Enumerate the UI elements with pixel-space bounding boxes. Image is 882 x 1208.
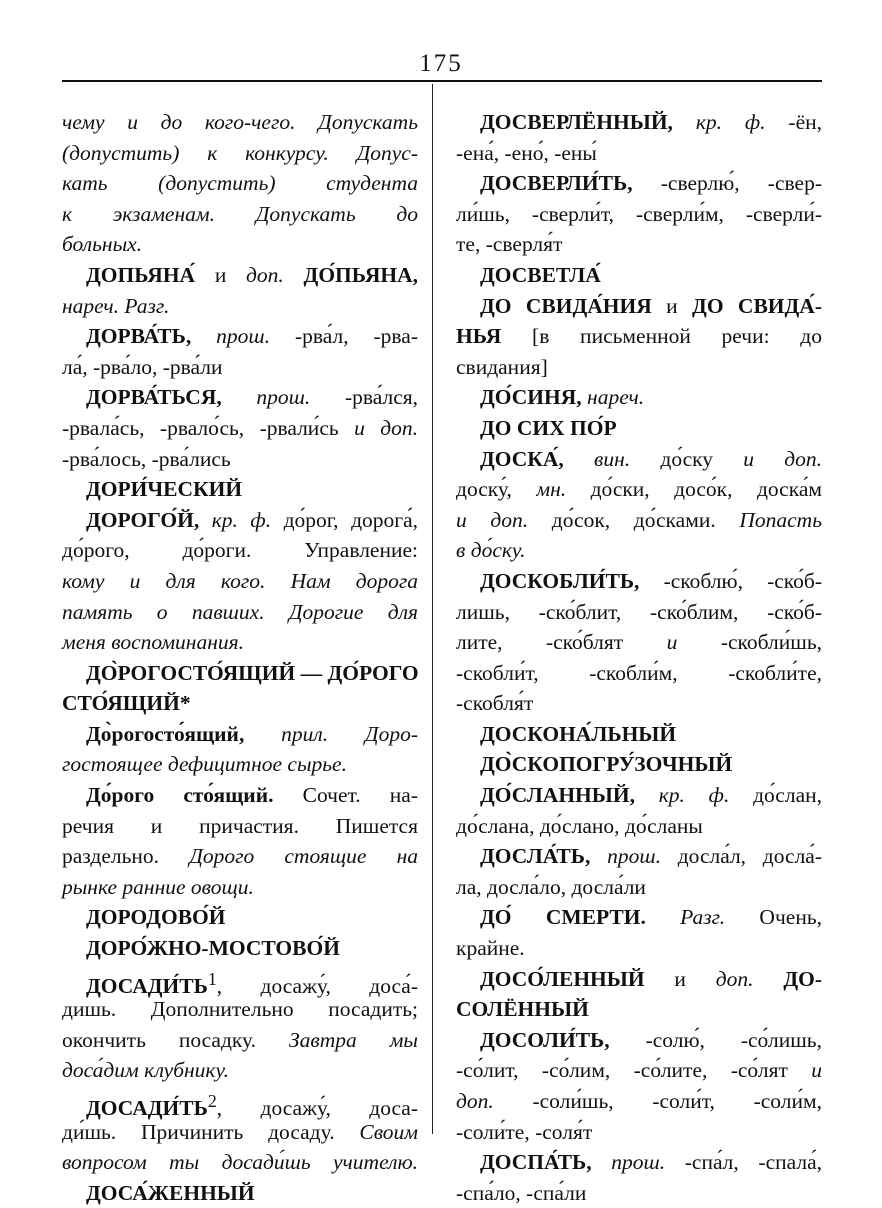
text-run: до́рог, дорога́, [271,507,418,532]
text-run: до́ску [630,446,744,471]
text-line [62,780,418,811]
italic-text: кому и для кого. Нам дорога [62,568,418,593]
headword: ДОРИ́ЧЕСКИЙ [86,477,243,502]
text-run: -рва́лся, [310,385,418,410]
text-line [456,719,822,750]
headword: ДОСВЕРЛЁННЫЙ, [480,110,673,134]
text-line [62,291,418,322]
italic-text: нареч. [587,385,645,410]
italic-text: и доп. [456,507,529,532]
text-run: речия и причастия. Пишется [62,813,418,838]
text-line [456,780,822,811]
text-line [62,994,418,1025]
italic-text: Разг. [680,905,726,930]
text-run: до́сок, до́сками. [528,507,740,532]
italic-text: больных. [62,232,143,257]
headword: ДОСКА́, [480,446,564,471]
text-run: -скобли́т, -скобли́м, -скобли́те, [456,660,822,685]
text-line [62,138,418,169]
text-run: -рва́лось, -рва́лись [62,446,231,471]
column-divider [432,84,433,1134]
text-line [456,535,822,566]
italic-text: к экзаменам. Допускать до [62,201,418,226]
text-run [635,783,659,807]
text-line [456,566,822,597]
italic-text: кр. ф. [695,110,766,134]
text-run: Очень, [725,905,823,930]
headword: СОЛЁННЫЙ [456,997,589,1022]
text-line [456,1117,822,1148]
text-run: те, -сверля́т [456,232,563,257]
text-line [456,964,822,995]
headword: ДОСОЛИ́ТЬ, [480,1027,610,1052]
text-line [62,872,418,903]
text-line [62,535,418,566]
text-line [456,1178,822,1208]
text-line [456,168,822,199]
text-run: ди́шь. Причинить досаду. [62,1119,360,1144]
headword: ДОПЬЯНА́ [86,262,196,287]
text-run: -ён, [765,110,822,134]
italic-text: доп. [456,1089,494,1113]
text-line [62,749,418,780]
text-run: досла́л, досла́- [660,844,822,869]
text-run: лите, -ско́блят [456,630,667,655]
text-run: дишь. Дополнительно посадить; [62,997,418,1022]
text-line [456,933,822,964]
text-run: крайне. [456,936,525,961]
text-line [62,902,418,933]
text-run: окончить посадку. [62,1027,289,1052]
text-line [456,1147,822,1178]
italic-text: Дорого стоящие на [189,844,418,869]
italic-text: прил. Доро- [281,721,419,746]
text-line [62,627,418,658]
homonym-index: 2 [207,1091,217,1111]
text-line [456,994,822,1025]
text-line [456,138,822,169]
italic-text: в до́ску. [456,538,526,563]
text-line [62,658,418,689]
italic-text: Попасть [739,507,822,532]
headword: ДОСАДИ́ТЬ [86,973,208,998]
text-run [754,967,784,991]
text-line [456,688,822,719]
text-run [191,324,216,348]
text-line [62,382,418,413]
headword: ДО- [783,966,822,991]
italic-text: доп. [715,966,754,991]
italic-text: и доп. [354,415,418,440]
headword: ДОРВА́ТЬ, [86,324,192,349]
italic-text: доса́дим клубнику. [62,1058,230,1083]
text-line [456,107,822,138]
headword: ДОСКОНА́ЛЬНЫЙ [480,721,677,746]
text-run: и [195,262,247,287]
text-line [456,749,822,780]
headword: ДО СВИДА́- [692,293,822,318]
header-rule [62,80,822,82]
text-line [456,1055,822,1086]
text-line [456,902,822,933]
headword: ДО̀СКОПОГРУ́ЗОЧНЫЙ [480,752,733,777]
headword: До́рого сто́ящий. [86,783,274,808]
text-run: , досажу́, доса- [216,1096,418,1121]
text-run: и [644,966,716,991]
text-line [62,933,418,964]
text-run: Сочет. на- [273,783,418,808]
italic-text: (допустить) к конкурсу. Допус- [62,140,418,165]
italic-text: вин. [594,446,631,471]
italic-text: меня воспоминания. [62,630,244,655]
text-run: до́слан, [729,783,823,808]
text-run: [в письменной речи: до [501,324,822,349]
italic-text: рынке ранние овощи. [62,874,254,899]
headword: ДОРВА́ТЬСЯ, [86,385,222,410]
text-run: ла́, -рва́ло, -рва́ли [62,354,223,379]
text-run: -рвала́сь, -рвало́сь, -рвали́сь [62,415,355,440]
text-run [673,110,696,134]
text-line [456,627,822,658]
headword: ДОСО́ЛЕННЫЙ [480,966,645,991]
text-run: до́слана, до́слано, до́сланы [456,813,703,838]
text-run: -соли́шь, -соли́т, -соли́м, [493,1089,822,1113]
text-line [62,229,418,260]
text-line [62,597,418,628]
text-line [62,1147,418,1178]
text-run: -соли́те, -соля́т [456,1119,593,1144]
italic-text: нареч. Разг. [62,293,170,318]
text-run [244,722,281,746]
italic-text: и [666,630,678,655]
text-line [456,229,822,260]
text-run: -сверлю́, -свер- [632,171,822,196]
text-run [222,385,257,409]
text-line [456,199,822,230]
text-line [456,382,822,413]
italic-text: и [811,1058,822,1083]
italic-text: прош. [256,385,311,410]
italic-text: кать (допустить) студента [62,171,418,196]
text-run: -спа́л, -спала́, [665,1150,823,1175]
text-line [456,1025,822,1056]
headword: ДО́ПЬЯНА, [303,262,418,287]
homonym-index: 1 [207,968,217,989]
text-line [62,352,418,383]
text-run: до́рого, до́роги. Управление: [62,538,418,563]
headword: ДО́СИНЯ, [480,385,582,410]
text-run [564,447,594,471]
text-line [62,1086,418,1121]
headword: ДОСАДИ́ТЬ [86,1096,208,1121]
text-line [456,872,822,903]
italic-text: прош. [216,324,271,349]
headword: СТО́ЯЩИЙ* [62,691,191,716]
headword: ДОРОДОВО́Й [86,905,226,930]
headword: ДОСВЕТЛА́ [480,262,601,287]
text-run: лишь, -ско́блит, -ско́блим, -ско́б- [456,599,822,624]
text-line [62,168,418,199]
text-line [62,1055,418,1086]
text-run: раздельно. [62,844,190,869]
text-line [62,811,418,842]
text-run [199,508,212,532]
italic-text: Завтра мы [289,1027,418,1052]
text-run: свидания] [456,354,548,379]
text-line [456,413,822,444]
text-run: ла, досла́ло, досла́ли [456,874,646,899]
text-line [456,505,822,536]
text-line [62,1025,418,1056]
text-line [62,688,418,719]
text-line [62,1178,418,1208]
text-line [62,444,418,475]
text-run [590,844,607,868]
text-line [456,321,822,352]
headword: ДОСВЕРЛИ́ТЬ, [480,171,633,196]
text-line [62,199,418,230]
italic-text: гостоящее дефицитное сырье. [62,752,347,777]
text-run [646,905,680,929]
text-line [62,260,418,291]
text-line [456,474,822,505]
text-line [456,811,822,842]
text-run: и [651,293,693,318]
text-run: -спа́ло, -спа́ли [456,1180,587,1205]
text-line [62,321,418,352]
italic-text: прош. [611,1150,666,1175]
text-run: -скобля́т [456,691,534,716]
italic-text: и доп. [743,446,822,471]
text-run [284,263,304,287]
text-line [62,1117,418,1148]
italic-text: доп. [246,262,284,287]
page-number: 175 [419,50,463,77]
text-run: доску́, [456,477,537,502]
text-line [62,566,418,597]
text-line [456,291,822,322]
text-line [456,841,822,872]
headword: ДОРО́ЖНО-МОСТОВО́Й [86,936,340,961]
headword: ДОСЛА́ТЬ, [480,844,591,869]
text-line [456,658,822,689]
italic-text: прош. [607,844,661,869]
text-line [62,964,418,998]
text-line [456,352,822,383]
text-line [456,1086,822,1117]
text-line [62,107,418,138]
headword: ДО́СЛАННЫЙ, [480,783,635,808]
text-line [62,413,418,444]
italic-text: кр. ф. [658,783,730,808]
text-run: ли́шь, -сверли́т, -сверли́м, -сверли́- [456,201,822,226]
text-run: -солю́, -со́лишь, [609,1027,822,1052]
text-run [592,1150,612,1174]
headword: НЬЯ [456,324,502,349]
italic-text: мн. [536,477,567,502]
text-run: -скобли́шь, [677,630,822,655]
italic-text: чему и до кого-чего. Допускать [62,110,418,134]
headword: ДОРОГО́Й, [86,507,200,532]
text-line [456,260,822,291]
text-line [62,474,418,505]
text-run: до́ски, досо́к, доска́м [566,477,822,502]
headword: До̀рогосто́ящий, [86,721,245,746]
text-line [62,719,418,750]
headword: ДО́ СМЕРТИ. [480,905,646,930]
headword: ДО СИХ ПО́Р [480,415,617,440]
left-column [62,107,418,1208]
text-run: -скоблю́, -ско́б- [639,568,822,593]
text-line [456,444,822,475]
text-line [62,505,418,536]
text-line [62,841,418,872]
text-run: -со́лит, -со́лим, -со́лите, -со́лят [456,1058,812,1083]
headword: ДО СВИДА́НИЯ [480,293,652,318]
italic-text: вопросом ты досади́шь учителю. [62,1150,418,1175]
italic-text: кр. ф. [211,507,272,532]
text-run: , досажу́, доса́- [216,973,418,998]
italic-text: Своим [359,1119,418,1144]
text-run: -ена́, -ено́, -ены́ [456,140,597,165]
italic-text: память о павших. Дорогие для [62,599,418,624]
text-run: -рва́л, -рва- [270,324,419,349]
headword: ДОСА́ЖЕННЫЙ [86,1180,255,1205]
text-line [456,597,822,628]
headword: ДО̀РОГОСТО́ЯЩИЙ — ДО́РОГО [86,660,419,685]
headword: ДОСКОБЛИ́ТЬ, [480,568,640,593]
headword: ДОСПА́ТЬ, [480,1150,592,1175]
right-column [456,107,822,1208]
